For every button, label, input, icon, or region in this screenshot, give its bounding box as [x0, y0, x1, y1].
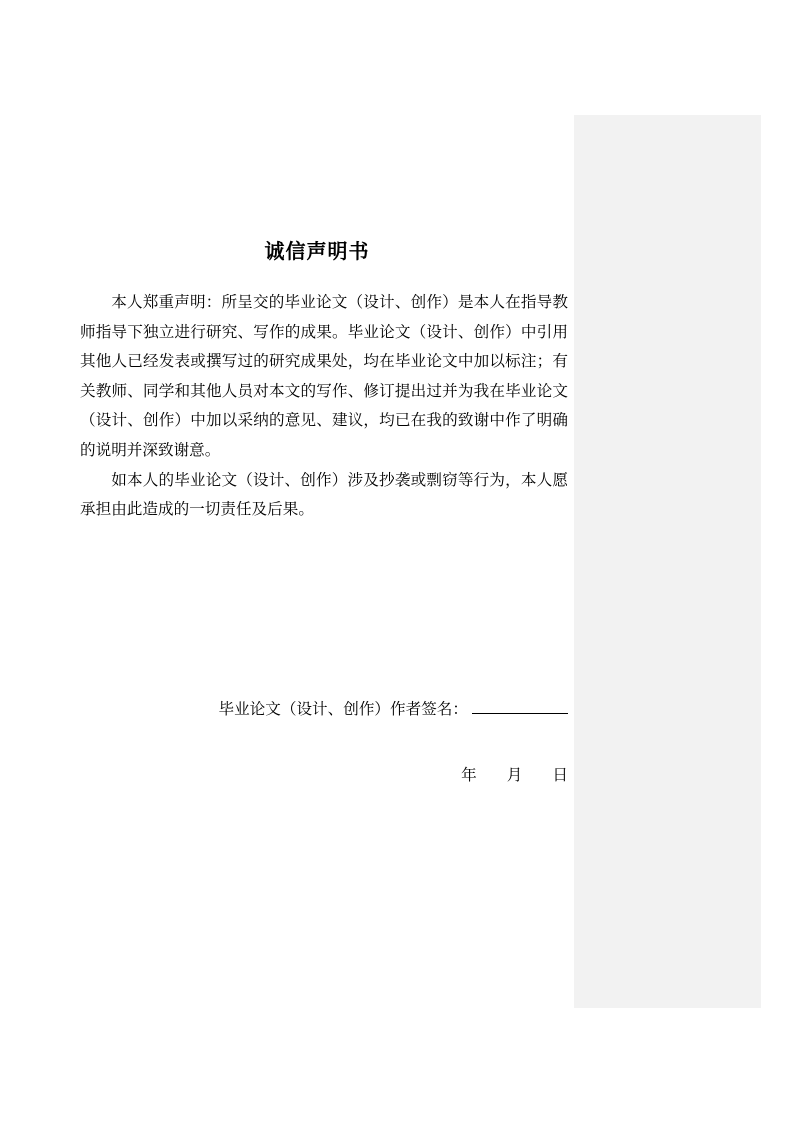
signature-label: 毕业论文（设计、创作）作者签名： [218, 700, 468, 718]
date-year-label: 年 [461, 766, 477, 784]
document-title: 诚信声明书 [264, 239, 370, 263]
signature-line [472, 697, 568, 714]
declaration-body [80, 288, 568, 525]
date-row [0, 762, 568, 788]
signature-row [0, 696, 568, 722]
date-month-label: 月 [506, 766, 523, 784]
declaration-paragraph-1: 本人郑重声明：所呈交的毕业论文（设计、创作）是本人在指导教师指导下独立进行研究、写作的成果。毕业论文（设计、创作）中引用其他人已经发表或撰写过的研究成果处，均在毕业论文中加以标注；有关教师、同学和其他人员对本文的写作、修订提出过并为我在毕业论文（设计、创作）中加以采纳的意见、建议，均已在我的致谢中作了明确的说明并深致谢意。 [80, 293, 568, 459]
declaration-paragraph-2: 如本人的毕业论文（设计、创作）涉及抄袭或剽窃等行为，本人愿承担由此造成的一切责任及后果。 [80, 470, 568, 519]
date-day-label: 日 [552, 766, 568, 784]
